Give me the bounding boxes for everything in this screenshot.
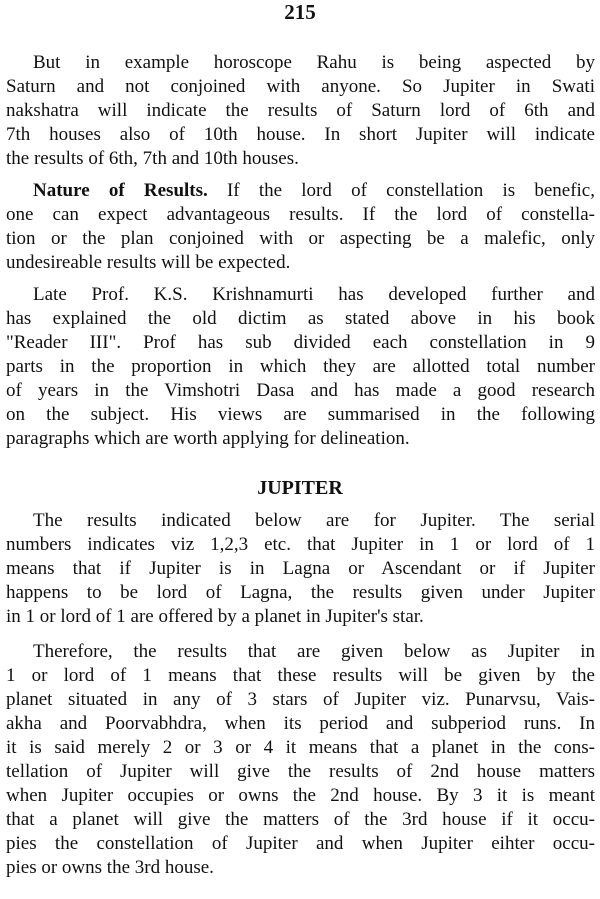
text-line: in 1 or lord of 1 are offered by a planet in Jupiter's star. bbox=[6, 606, 424, 627]
text-line: pies the constellation of Jupiter and when Jupiter eihter occu- bbox=[6, 833, 595, 854]
text-line: one can expect advantageous results. If the lord of constella- bbox=[6, 204, 595, 225]
text-line-rest: If the lord of constellation is benefic, bbox=[207, 180, 595, 201]
text-line: happens to be lord of Lagna, the results given under Jupiter bbox=[6, 582, 595, 603]
text-line: undesireable results will be expected. bbox=[6, 252, 291, 273]
text-line: 1 or lord of 1 means that these results will be given by the bbox=[6, 665, 595, 686]
text-line: parts in the proportion in which they are allotted total number bbox=[6, 356, 595, 377]
text-line: Saturn and not conjoined with anyone. So Jupiter in Swati bbox=[6, 76, 595, 97]
text-line: planet situated in any of 3 stars of Jupiter viz. Punarvsu, Vais- bbox=[6, 689, 595, 710]
text-line: when Jupiter occupies or owns the 2nd house. By 3 it is meant bbox=[6, 785, 595, 806]
text-line: it is said merely 2 or 3 or 4 it means that a planet in the cons- bbox=[6, 737, 595, 758]
text-line: "Reader III". Prof has sub divided each constellation in 9 bbox=[6, 332, 595, 353]
text-line: means that if Jupiter is in Lagna or Ascendant or if Jupiter bbox=[6, 558, 595, 579]
text-line: tion or the plan conjoined with or aspecting be a malefic, only bbox=[6, 228, 595, 249]
text-line: on the subject. His views are summarised in the following bbox=[6, 404, 595, 425]
text-line: of years in the Vimshotri Dasa and has made a good research bbox=[6, 380, 595, 401]
text-line: 7th houses also of 10th house. In short Jupiter will indicate bbox=[6, 124, 595, 145]
text-line: numbers indicates viz 1,2,3 etc. that Jupiter in 1 or lord of 1 bbox=[6, 534, 595, 555]
text-line: that a planet will give the matters of the 3rd house if it occu- bbox=[6, 809, 595, 830]
text-line: nakshatra will indicate the results of Saturn lord of 6th and bbox=[6, 100, 595, 121]
text-line: akha and Poorvabhdra, when its period and subperiod runs. In bbox=[6, 713, 595, 734]
text-line: Late Prof. K.S. Krishnamurti has developed further and bbox=[33, 284, 595, 305]
text-line: Therefore, the results that are given below as Jupiter in bbox=[33, 641, 595, 662]
text-line: has explained the old dictim as stated above in his book bbox=[6, 308, 595, 329]
text-line: The results indicated below are for Jupiter. The serial bbox=[33, 510, 595, 531]
text-line: But in example horoscope Rahu is being aspected by bbox=[33, 52, 595, 73]
section-heading: JUPITER bbox=[257, 477, 343, 499]
text-line: pies or owns the 3rd house. bbox=[6, 857, 214, 878]
text-line: the results of 6th, 7th and 10th houses. bbox=[6, 148, 299, 169]
text-line: paragraphs which are worth applying for delineation. bbox=[6, 428, 410, 449]
page-number: 215 bbox=[284, 0, 316, 24]
text-line: tellation of Jupiter will give the results of 2nd house matters bbox=[6, 761, 595, 782]
text-line bbox=[33, 179, 595, 203]
bold-lead: Nature of Results. bbox=[33, 180, 208, 201]
